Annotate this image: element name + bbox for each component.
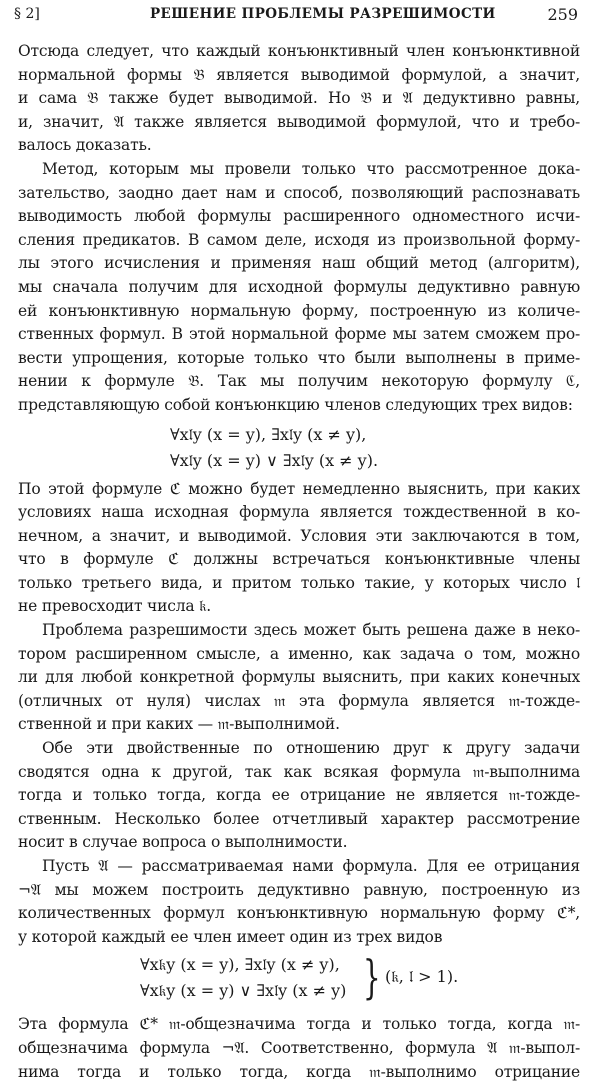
text-line: ¬𝔄 мы можем построить дедуктивно равную, построенную из [18,880,580,899]
text-line: зательство, заодно дает нам и способ, позволяющий распознавать [18,183,580,202]
text-line: только третьего вида, и притом только такие, у которых число 𝔩 [18,573,580,592]
paragraph-6 [18,855,580,949]
formula-line-1: ∀x𝔩y (x = y), ∃x𝔩y (x ≠ y), [170,424,367,444]
system-line-1: ∀x𝔨y (x = y), ∃x𝔩y (x ≠ y), [140,955,340,975]
text-line: нима тогда и только тогда, когда 𝔪-выполнимо отрицание [18,1062,580,1081]
paragraph-3 [18,478,580,620]
running-head-title: РЕШЕНИЕ ПРОБЛЕМЫ РАЗРЕШИМОСТИ [150,6,496,22]
text-line: ственной и при каких — 𝔪-выполнимой. [18,715,340,734]
formula-line-2: ∀x𝔩y (x = y) ∨ ∃x𝔩y (x ≠ y). [170,450,379,470]
text-line: тогда и только тогда, когда ее отрицание не является 𝔪-тожде- [18,786,580,805]
paragraph-5 [18,737,580,855]
text-line: и, значит, 𝔄 также является выводимой формулой, что и требо- [18,112,580,131]
text-line: Отсюда следует, что каждый конъюнктивный член конъюнктивной [18,42,580,60]
system-line-2: ∀x𝔨y (x = y) ∨ ∃x𝔩y (x ≠ y) [140,981,347,1001]
text-line: сводятся одна к другой, так как всякая формула 𝔪-выполнима [18,762,580,781]
text-line: ственных формул. В этой нормальной форме мы затем сможем про- [18,325,580,344]
display-formula [18,422,580,448]
text-line: нении к формуле 𝔅. Так мы получим некоторую формулу ℭ, [18,372,580,391]
text-line: По этой формуле ℭ можно будет немедленно выяснить, при каких [18,479,580,498]
page-number: 259 [547,5,578,24]
text-line: представляющую собой конъюнкцию членов следующих трех видов: [18,395,573,414]
text-line: нормальной формы 𝔅 является выводимой формулой, а значит, [18,65,580,84]
text-line: Проблема разрешимости здесь может быть решена даже в неко- [42,621,580,640]
paragraph-7 [18,1013,580,1084]
text-line: носит в случае вопроса о выполнимости. [18,833,348,852]
text-line: количественных формул конъюнктивную нормальную форму ℭ*, [18,904,580,923]
formula-system [18,949,580,1013]
text-line: ли для любой конкретной формулы выяснить, при каких конечных [18,668,580,687]
text-line: Метод, которым мы провели только что рассмотренное дока- [42,159,580,178]
curly-brace: } [363,950,381,1005]
text-line: условиях наша исходная формула является тождественной в ко- [18,503,580,522]
text-line: сления предикатов. В самом деле, исходя из произвольной форму- [18,230,580,249]
system-condition: (𝔨, 𝔩 > 1). [385,967,459,987]
text-line: нечном, а значит, и выводимой. Условия эти заключаются в том, [18,526,580,545]
paragraph-1 [18,40,580,158]
text-line: вести упрощения, которые только что были выполнены в приме- [18,348,580,367]
display-formula [18,448,580,474]
page-body [18,40,580,1084]
text-line: (отличных от нуля) числах 𝔪 эта формула является 𝔪-тожде- [18,691,580,710]
paragraph-4 [18,619,580,737]
text-line: что в формуле ℭ должны встречаться конъюнктивные члены [18,550,580,569]
text-line: тором расширенном смысле, а именно, как задача о том, можно [18,644,580,663]
text-line: и сама 𝔅 также будет выводимой. Но 𝔅 и 𝔄 дедуктивно равны, [18,89,580,108]
text-line: Пусть 𝔄 — рассматриваемая нами формула. Для ее отрицания [42,857,580,875]
section-number: § 2] [14,6,40,22]
text-line: общезначима формула ¬𝔄. Соответственно, формула 𝔄 𝔪-выпол- [18,1038,580,1057]
text-line: выводимость любой формулы расширенного одноместного исчи- [18,207,580,226]
running-header [0,0,592,36]
text-line: лы этого исчисления и применяя наш общий метод (алгоритм), [18,254,580,273]
text-line: у которой каждый ее член имеет один из трех видов [18,927,443,946]
text-line: Обе эти двойственные по отношению друг к другу задачи [42,739,580,758]
text-line: ей конъюнктивную нормальную форму, построенную из количе- [18,301,580,320]
text-line: мы сначала получим для исходной формулы дедуктивно равную [18,277,580,296]
text-line: Эта формула ℭ* 𝔪-общезначима тогда и только тогда, когда 𝔪- [18,1015,580,1034]
text-line: валось доказать. [18,136,152,155]
text-line: ственным. Несколько более отчетливый характер рассмотрение [18,809,580,828]
paragraph-2 [18,158,580,418]
text-line: не превосходит числа 𝔨. [18,597,211,616]
